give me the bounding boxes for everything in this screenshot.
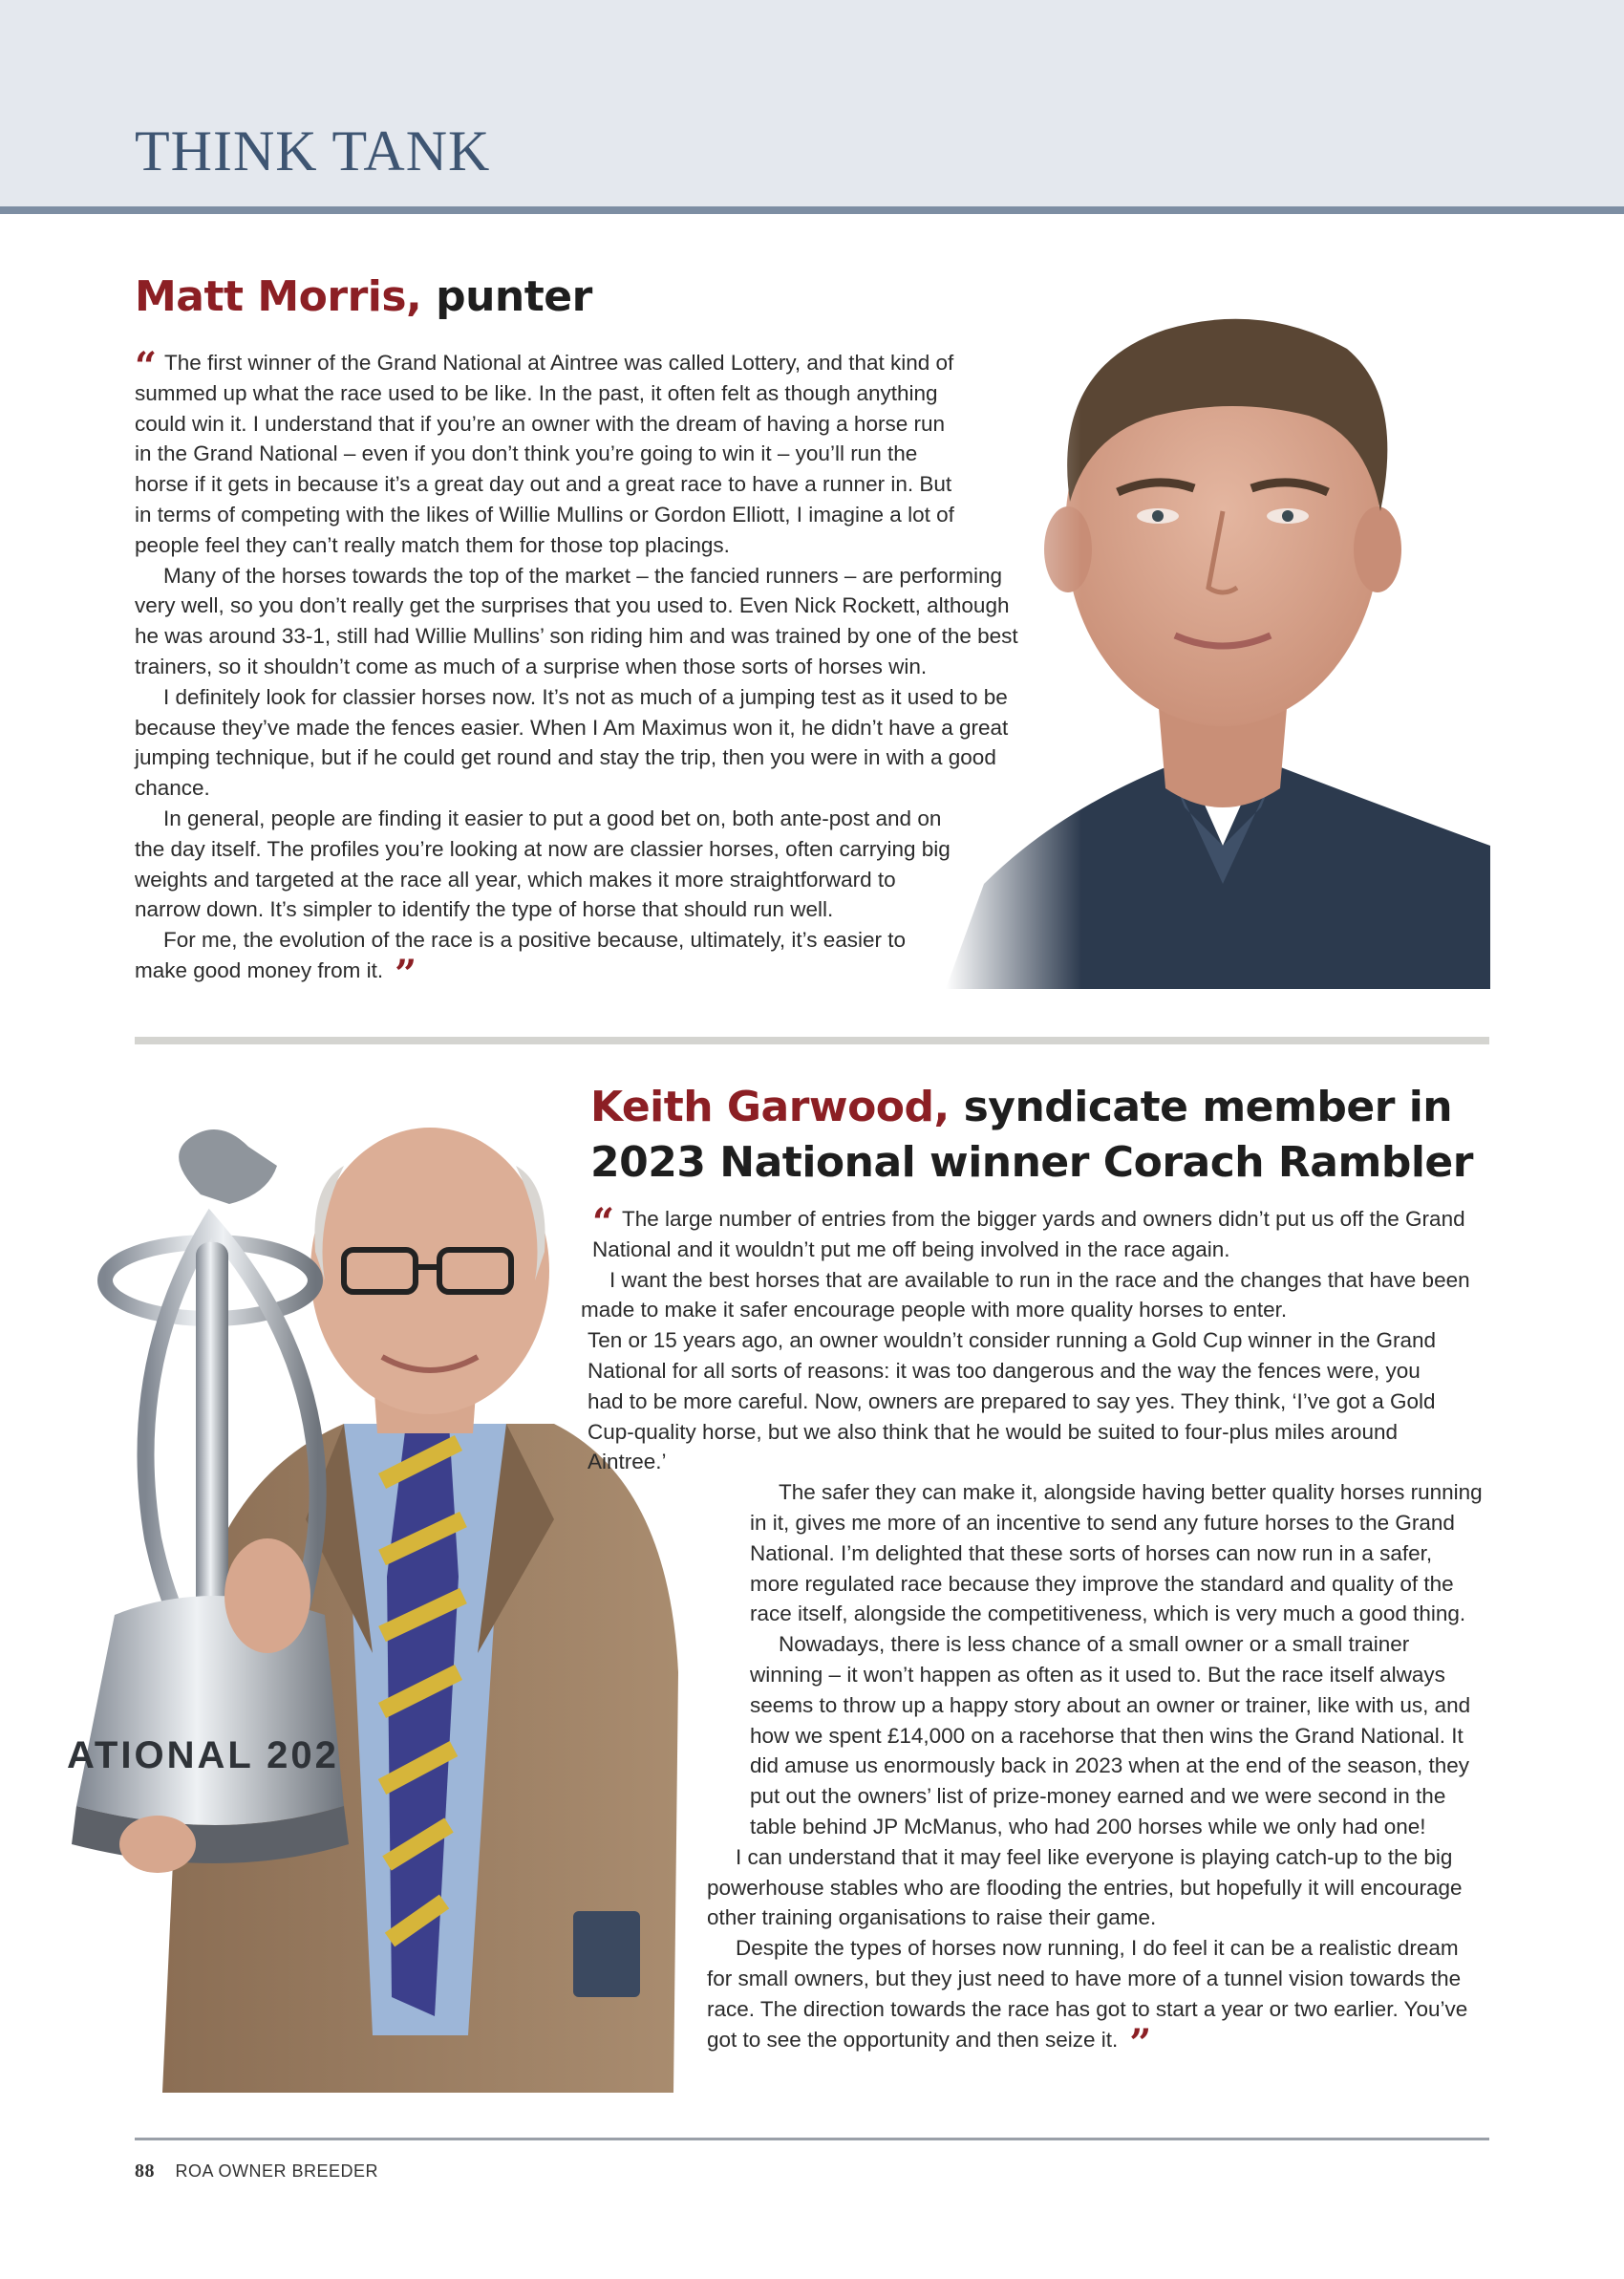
open-quote-icon: “ xyxy=(135,344,158,389)
article1-role: punter xyxy=(436,272,592,321)
section-divider xyxy=(135,1037,1489,1044)
trophy-engraving: ATIONAL 202 xyxy=(67,1734,339,1776)
article1-paragraph: I definitely look for classier horses now. It’s not as much of a jumping test as it used to be because they’ve made the fences easier. When I Am Maximus won it, he didn’t have a great jumping technique, but if he could get round and stay the trip, then you were in with a good chance. xyxy=(135,684,1009,801)
publication-name: ROA OWNER BREEDER xyxy=(175,2161,379,2181)
article2-heading xyxy=(590,1080,1488,1191)
article2-paragraph: Ten or 15 years ago, an owner wouldn’t consider running a Gold Cup winner in the Grand National for all sorts of reasons: it was too dangerous and the way the fences were, you had to be more careful. Now, owners are prepared to say yes. They think, ‘I’ve got a Gold Cup-quality horse, but we also think that he would be suited to four-plus miles around Aintree.’ xyxy=(588,1328,1437,1474)
portrait-matt-morris xyxy=(946,311,1490,989)
article1-name: Matt Morris, xyxy=(135,272,422,321)
article1-paragraph: In general, people are finding it easier to put a good bet on, both ante-post and on the day itself. The profiles you’re looking at now are classier horses, often carrying big weights and targeted at the race all year, which makes it more straightforward to narrow down. It’s simpler to identify the type of horse that should run well. xyxy=(135,806,951,922)
article2-paragraph: I want the best horses that are available to run in the race and the changes that have been made to make it safer encourage people with more quality horses to enter. xyxy=(581,1267,1470,1322)
article2-role-line1: syndicate member in xyxy=(963,1083,1453,1131)
article2-paragraph: I can understand that it may feel like everyone is playing catch-up to the big powerhouse stables who are flooding the entries, but hopefully it will encourage other training organisations to raise their game. xyxy=(707,1844,1463,1930)
article2-body xyxy=(573,1200,1490,2066)
article2-paragraph: The safer they can make it, alongside having better quality horses running in it, gives me more of an incentive to send any future horses to the Grand National. I’m delighted that these sorts of horses can now run in a safer, more regulated race because they improve the standard and quality of the race itself, alongside the competitiveness, which is very much a good thing. xyxy=(750,1480,1483,1626)
page-footer xyxy=(135,2161,378,2182)
close-quote-icon: ” xyxy=(1129,2020,1152,2066)
header-rule xyxy=(0,206,1624,214)
article2-paragraph: Despite the types of horses now running, I do feel it can be a realistic dream for small owners, but they just need to have more of a tunnel vision towards the race. The direction towards the race has got to start a year or two earlier. You’ve got to see the opportunity and then seize it. ” xyxy=(707,1936,1468,2066)
article2-paragraph: Nowadays, there is less chance of a small owner or a small trainer winning – it won’t happen as often as it used to. But the race itself always seems to throw up a happy story about an owner or trainer, like with us, and how we spent £14,000 on a racehorse that then wins the Grand National. It did amuse us enormously back in 2023 when at the end of the season, they put out the owners’ list of prize-money earned and we were second in the table behind JP McManus, who had 200 horses while we only had one! xyxy=(750,1632,1471,1838)
page-number: 88 xyxy=(135,2161,155,2182)
article1-heading xyxy=(135,269,592,325)
article1-paragraph: Many of the horses towards the top of the market – the fancied runners – are performing very well, so you don’t really get the surprises that you used to. Even Nick Rockett, although he was around 33-1, still had Willie Mullins’ son riding him and was trained by one of the best trainers, so it shouldn’t come as much of a surprise when those sorts of horses win. xyxy=(135,563,1018,678)
section-title: THINK TANK xyxy=(135,119,491,183)
article1-paragraph: “ The first winner of the Grand National at Aintree was called Lottery, and that kind of summed up what the race used to be like. In the past, it often felt as though anything could win it. I understand that if you’re an owner with the dream of having a horse run in the Grand National – even if you don’t think you’re going to win it – you’ll run the horse if it gets in because it’s a great day out and a great race to have a runner in. But in terms of competing with the likes of Willie Mullins or Gordon Elliott, I imagine a lot of people feel they can’t really match them for those top placings. xyxy=(135,344,954,557)
article1-paragraph: For me, the evolution of the race is a positive because, ultimately, it’s easier to make good money from it. ” xyxy=(135,928,907,997)
article1-body xyxy=(135,344,1023,997)
close-quote-icon: ” xyxy=(395,951,417,997)
article2-name: Keith Garwood, xyxy=(590,1083,950,1131)
footer-rule xyxy=(135,2138,1489,2140)
open-quote-icon: “ xyxy=(592,1200,615,1245)
article2-paragraph: “ The large number of entries from the bigger yards and owners didn’t put us off the Grand National and it wouldn’t put me off being involved in the race again. xyxy=(592,1200,1465,1261)
article2-role-line2: 2023 National winner Corach Rambler xyxy=(590,1138,1473,1187)
